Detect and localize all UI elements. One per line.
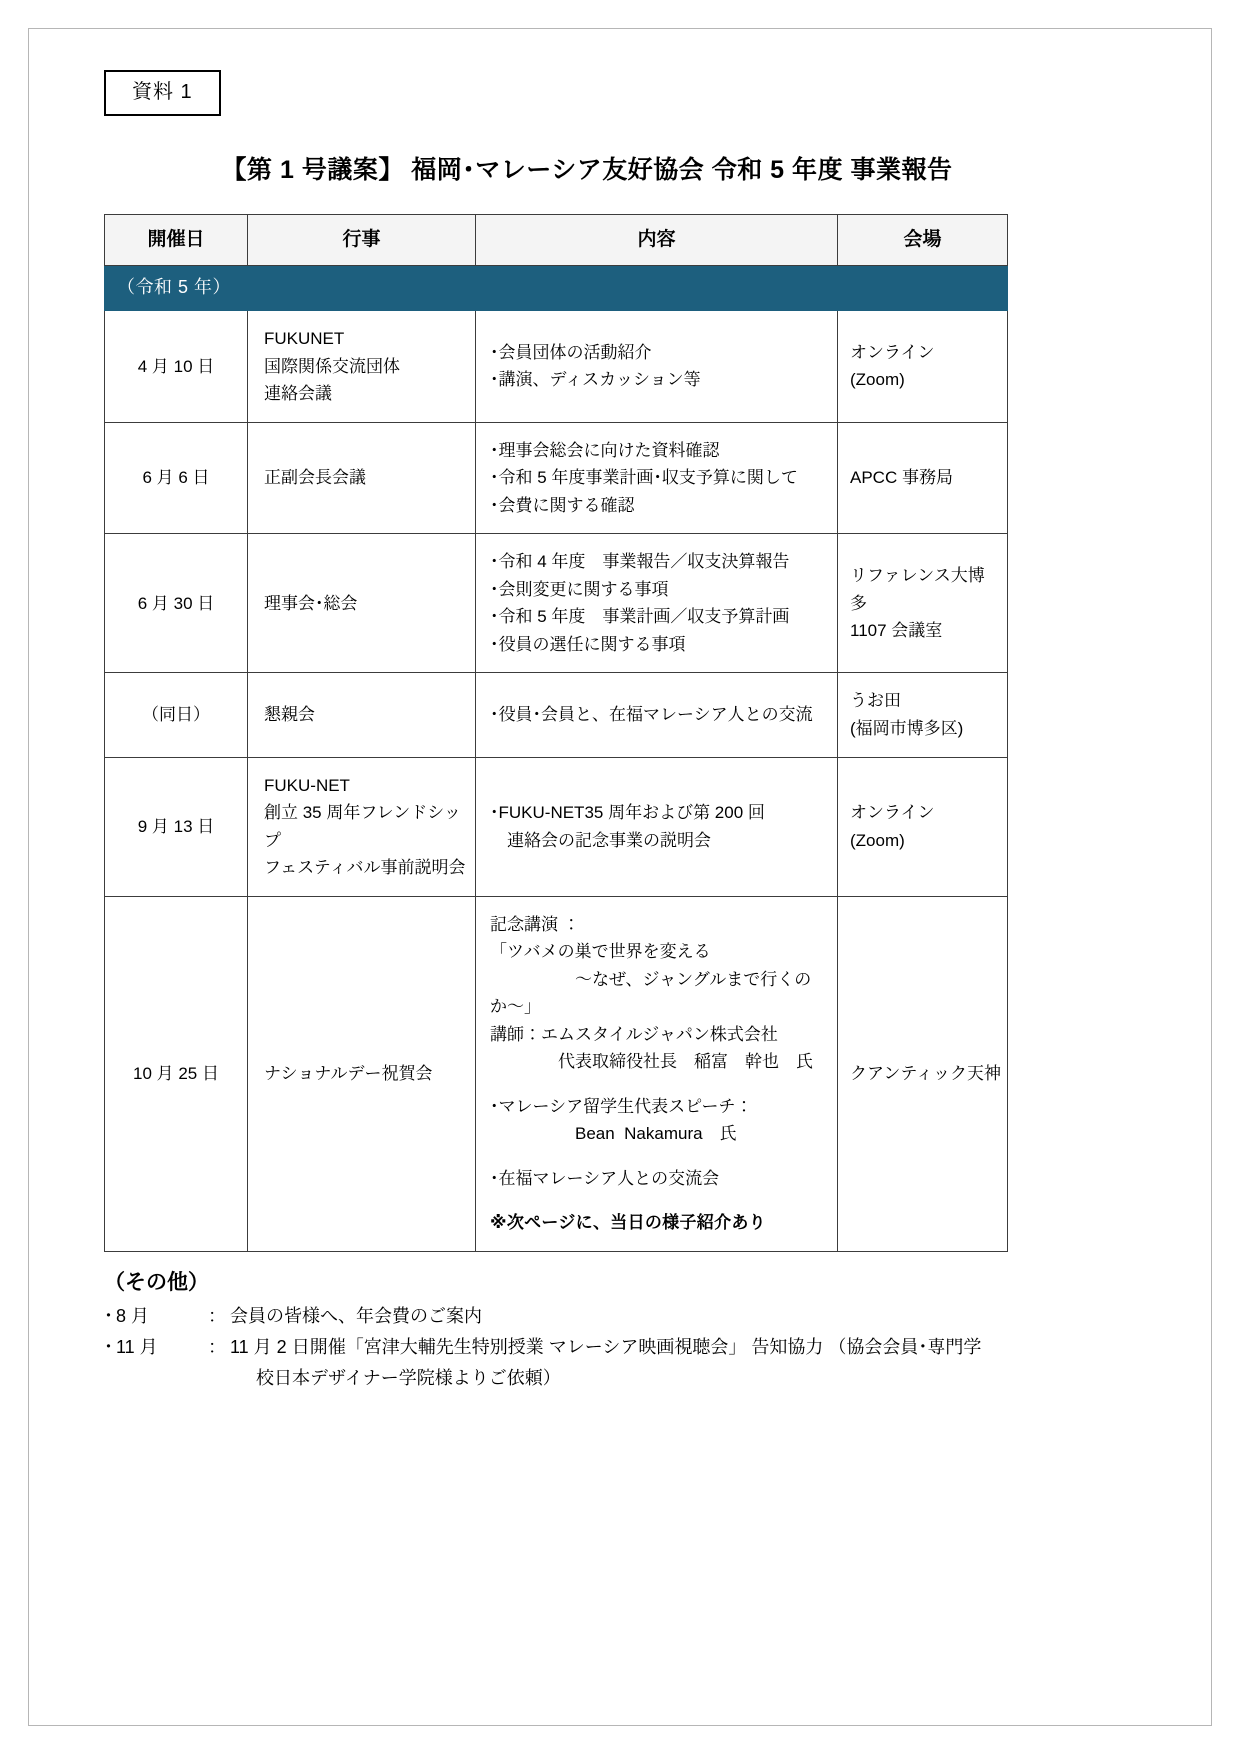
cell-venue-line: オンライン bbox=[850, 342, 935, 362]
cell-detail-line: ～なぜ、ジャングルまで行くのか～」 bbox=[490, 969, 812, 1017]
cell-detail-line: ･講演、ディスカッション等 bbox=[490, 370, 701, 390]
note-continuation: 校日本デザイナー学院様よりご依頼） bbox=[256, 1368, 561, 1389]
cell-event bbox=[248, 757, 476, 896]
cell-event-line: フェスティバル事前説明会 bbox=[264, 858, 466, 878]
note-bullet: ･ bbox=[104, 1337, 113, 1358]
document-tag: 資料 1 bbox=[104, 70, 221, 116]
cell-event-line: 正副会長会議 bbox=[264, 468, 366, 488]
cell-detail bbox=[476, 757, 838, 896]
era-band-row bbox=[105, 266, 1008, 311]
table-header-row bbox=[105, 215, 1008, 266]
cell-event-line: 連絡会議 bbox=[264, 384, 332, 404]
cell-venue-line: クアンティック天神 bbox=[850, 1064, 1001, 1084]
cell-date: （同日） bbox=[105, 673, 248, 757]
column-header-detail: 内容 bbox=[476, 215, 838, 266]
cell-detail-line: ･マレーシア留学生代表スピーチ： bbox=[490, 1096, 753, 1116]
table-row bbox=[105, 673, 1008, 757]
cell-detail-line: Bean Nakamura 氏 bbox=[490, 1124, 737, 1144]
table-row bbox=[105, 896, 1008, 1251]
cell-venue-line: オンライン bbox=[850, 803, 935, 823]
cell-detail-line: ･会則変更に関する事項 bbox=[490, 579, 669, 599]
cell-date: 6 月 30 日 bbox=[105, 534, 248, 673]
cell-detail-line: ･役員の選任に関する事項 bbox=[490, 634, 686, 654]
table-row bbox=[105, 311, 1008, 423]
cell-detail-line: 連絡会の記念事業の説明会 bbox=[490, 830, 711, 850]
era-band-label: （令和 5 年） bbox=[105, 266, 1008, 311]
cell-date: 10 月 25 日 bbox=[105, 896, 248, 1251]
cell-detail bbox=[476, 534, 838, 673]
cell-detail-line: ･令和 4 年度 事業報告／収支決算報告 bbox=[490, 552, 790, 572]
note-label: 8 月 bbox=[116, 1305, 150, 1326]
cell-detail bbox=[476, 896, 838, 1251]
cell-detail-line: ･役員･会員と、在福マレーシア人との交流 bbox=[490, 705, 813, 725]
cell-event bbox=[248, 311, 476, 423]
cell-venue-line: 1107 会議室 bbox=[850, 621, 943, 641]
cell-venue-line: (Zoom) bbox=[850, 830, 905, 850]
cell-detail-line: ･在福マレーシア人との交流会 bbox=[490, 1168, 720, 1188]
cell-event bbox=[248, 534, 476, 673]
cell-event-line: FUKU-NET bbox=[264, 775, 350, 795]
note-colon: ： bbox=[208, 1305, 226, 1326]
table-row bbox=[105, 757, 1008, 896]
cell-detail-line: ･会費に関する確認 bbox=[490, 495, 635, 515]
cell-venue bbox=[838, 757, 1008, 896]
cell-venue bbox=[838, 422, 1008, 534]
cell-detail bbox=[476, 673, 838, 757]
cell-event-line: 懇親会 bbox=[264, 705, 315, 725]
cell-event bbox=[248, 896, 476, 1251]
cell-venue bbox=[838, 673, 1008, 757]
other-notes-section bbox=[104, 1266, 1114, 1393]
column-header-venue: 会場 bbox=[838, 215, 1008, 266]
schedule-table bbox=[104, 214, 1008, 1252]
other-notes-title: （その他） bbox=[104, 1270, 209, 1294]
cell-detail-line bbox=[490, 1148, 827, 1165]
page-title: 【第 1 号議案】 福岡･マレーシア友好協会 令和 5 年度 事業報告 bbox=[221, 156, 953, 184]
cell-venue bbox=[838, 534, 1008, 673]
cell-detail-line: 記念講演 ： bbox=[490, 914, 580, 934]
cell-event-line: ナショナルデー祝賀会 bbox=[264, 1064, 433, 1084]
cell-venue-line: (Zoom) bbox=[850, 370, 905, 390]
cell-detail-line: 講師：エムスタイルジャパン株式会社 bbox=[490, 1024, 778, 1044]
table-header bbox=[105, 215, 1008, 266]
cell-detail-line: 「ツバメの巣で世界を変える bbox=[490, 942, 711, 962]
note-text: 11 月 2 日開催「宮津大輔先生特別授業 マレーシア映画視聴会」 告知協力 （協会会員･専門学 bbox=[230, 1337, 982, 1358]
document-content bbox=[104, 70, 1140, 1393]
cell-detail-line: ･FUKU-NET35 周年および第 200 回 bbox=[490, 803, 765, 823]
note-item bbox=[104, 1333, 1114, 1362]
cell-detail-line: 代表取締役社長 稲富 幹也 氏 bbox=[490, 1052, 813, 1072]
cell-detail-line: ･令和 5 年度事業計画･収支予算に関して bbox=[490, 468, 798, 488]
cell-event bbox=[248, 422, 476, 534]
note-text: 会員の皆様へ、年会費のご案内 bbox=[230, 1305, 482, 1326]
other-notes-list bbox=[104, 1302, 1114, 1393]
table-body bbox=[105, 266, 1008, 1252]
cell-event-line: FUKUNET bbox=[264, 329, 345, 349]
note-bullet: ･ bbox=[104, 1305, 113, 1326]
cell-venue-line: リファレンス大博多 bbox=[850, 566, 985, 613]
cell-venue bbox=[838, 311, 1008, 423]
cell-venue-line: うお田 bbox=[850, 691, 901, 711]
note-item bbox=[104, 1302, 1114, 1331]
cell-detail-line: ･会員団体の活動紹介 bbox=[490, 342, 652, 362]
cell-event-line: 理事会･総会 bbox=[264, 593, 358, 613]
cell-event bbox=[248, 673, 476, 757]
table-row bbox=[105, 534, 1008, 673]
table-row bbox=[105, 422, 1008, 534]
cell-venue-line: (福岡市博多区) bbox=[850, 719, 964, 738]
note-label: 11 月 bbox=[116, 1337, 158, 1358]
column-header-event: 行事 bbox=[248, 215, 476, 266]
note-colon: ： bbox=[208, 1337, 226, 1358]
cell-detail-line: ･理事会総会に向けた資料確認 bbox=[490, 440, 720, 460]
cell-detail-line bbox=[490, 1076, 827, 1093]
cell-detail-line: ･令和 5 年度 事業計画／収支予算計画 bbox=[490, 607, 790, 627]
cell-venue-line: APCC 事務局 bbox=[850, 468, 953, 488]
column-header-date: 開催日 bbox=[105, 215, 248, 266]
cell-detail bbox=[476, 311, 838, 423]
cell-venue bbox=[838, 896, 1008, 1251]
cell-date: 4 月 10 日 bbox=[105, 311, 248, 423]
cell-date: 6 月 6 日 bbox=[105, 422, 248, 534]
cell-detail-line: ※次ページに、当日の様子紹介あり bbox=[490, 1213, 766, 1233]
cell-date: 9 月 13 日 bbox=[105, 757, 248, 896]
cell-event-line: 創立 35 周年フレンドシップ bbox=[264, 803, 461, 850]
cell-detail-line bbox=[490, 1192, 827, 1209]
cell-detail bbox=[476, 422, 838, 534]
cell-event-line: 国際関係交流団体 bbox=[264, 356, 400, 376]
